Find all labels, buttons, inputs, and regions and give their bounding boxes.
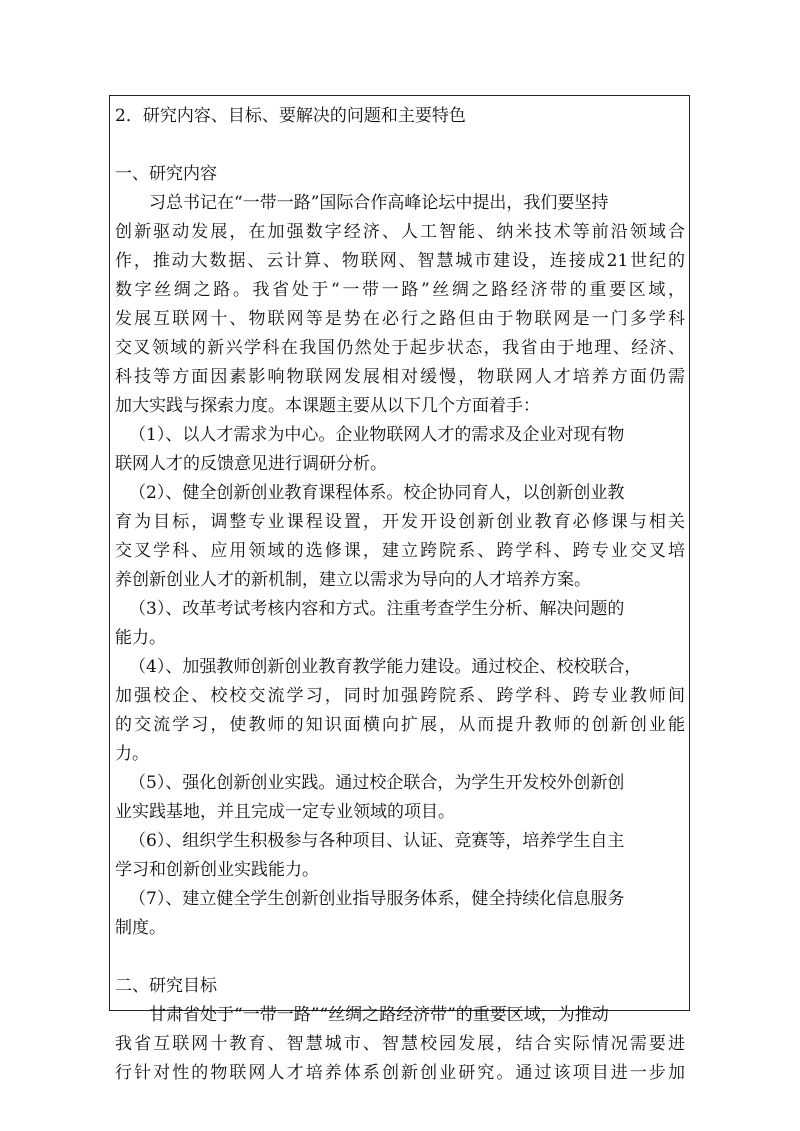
document-content <box>115 102 685 1088</box>
document-frame <box>109 95 690 1083</box>
list-item-line: 学习和创新创业实践能力。 <box>115 860 319 880</box>
list-item-line: 联网人才的反馈意见进行调研分析。 <box>115 454 387 474</box>
list-item-line: 能力。 <box>115 628 166 648</box>
list-item-line: 养创新创业人才的新机制，建立以需求为导向的人才培养方案。 <box>115 570 591 590</box>
list-item-line: 力。 <box>115 744 149 764</box>
paragraph-line: 习总书记在“一带一路”国际合作高峰论坛中提出，我们要坚持 <box>149 193 609 213</box>
list-item-line: （4）、加强教师创新创业教育教学能力建设。通过校企、校校联合， <box>129 657 642 677</box>
list-item-line: 交叉学科、应用领域的选修课，建立跨院系、跨学科、跨专业交叉培 <box>115 541 685 561</box>
paragraph-line: 发展互联网十、物联网等是势在必行之路但由于物联网是一门多学科 <box>115 309 685 329</box>
section1-title: 一、研究内容 <box>115 164 217 184</box>
paragraph-line: 作，推动大数据、云计算、物联网、智慧城市建设，连接成21世纪的 <box>115 251 685 271</box>
list-item-line: （1）、以人才需求为中心。企业物联网人才的需求及企业对现有物 <box>129 425 625 445</box>
list-item-line: （6）、组织学生积极参与各种项目、认证、竞赛等，培养学生自主 <box>129 831 625 851</box>
section2-title: 二、研究目标 <box>115 976 217 996</box>
list-item-line: （5）、强化创新创业实践。通过校企联合，为学生开发校外创新创 <box>129 773 625 793</box>
list-item-line: 制度。 <box>115 918 166 938</box>
list-item-line: （7）、建立健全学生创新创业指导服务体系，健全持续化信息服务 <box>129 889 625 909</box>
list-item-line: 加强校企、校校交流学习，同时加强跨院系、跨学科、跨专业教师间 <box>115 686 685 706</box>
list-item-line: 育为目标，调整专业课程设置，开发开设创新创业教育必修课与相关 <box>115 512 685 532</box>
list-item-line: （3）、改革考试考核内容和方式。注重考查学生分析、解决问题的 <box>129 599 625 619</box>
paragraph-line: 甘肃省处于“一带一路”“丝绸之路经济带”的重要区域，为推动 <box>149 1005 609 1025</box>
paragraph-line: 我省互联网十教育、智慧城市、智慧校园发展，结合实际情况需要进 <box>115 1034 685 1054</box>
list-item-line: （2）、健全创新创业教育课程体系。校企协同育人，以创新创业教 <box>129 483 625 503</box>
section-heading: 2．研究内容、目标、要解决的问题和主要特色 <box>115 106 466 126</box>
paragraph-line: 交叉领域的新兴学科在我国仍然处于起步状态，我省由于地理、经济、 <box>115 338 685 358</box>
list-item-line: 业实践基地，并且完成一定专业领域的项目。 <box>115 802 455 822</box>
paragraph-line: 加大实践与探索力度。本课题主要从以下几个方面着手： <box>115 396 540 416</box>
paragraph-line: 行针对性的物联网人才培养体系创新创业研究。通过该项目进一步加 <box>115 1063 685 1083</box>
blank-line <box>115 131 685 160</box>
blank-line <box>115 943 685 972</box>
list-item-line: 的交流学习，使教师的知识面横向扩展，从而提升教师的创新创业能 <box>115 715 685 735</box>
paragraph-line: 科技等方面因素影响物联网发展相对缓慢，物联网人才培养方面仍需 <box>115 367 685 387</box>
paragraph-line: 创新驱动发展，在加强数字经济、人工智能、纳米技术等前沿领域合 <box>115 222 685 242</box>
paragraph-line: 数字丝绸之路。我省处于“一带一路”丝绸之路经济带的重要区域， <box>115 280 685 300</box>
